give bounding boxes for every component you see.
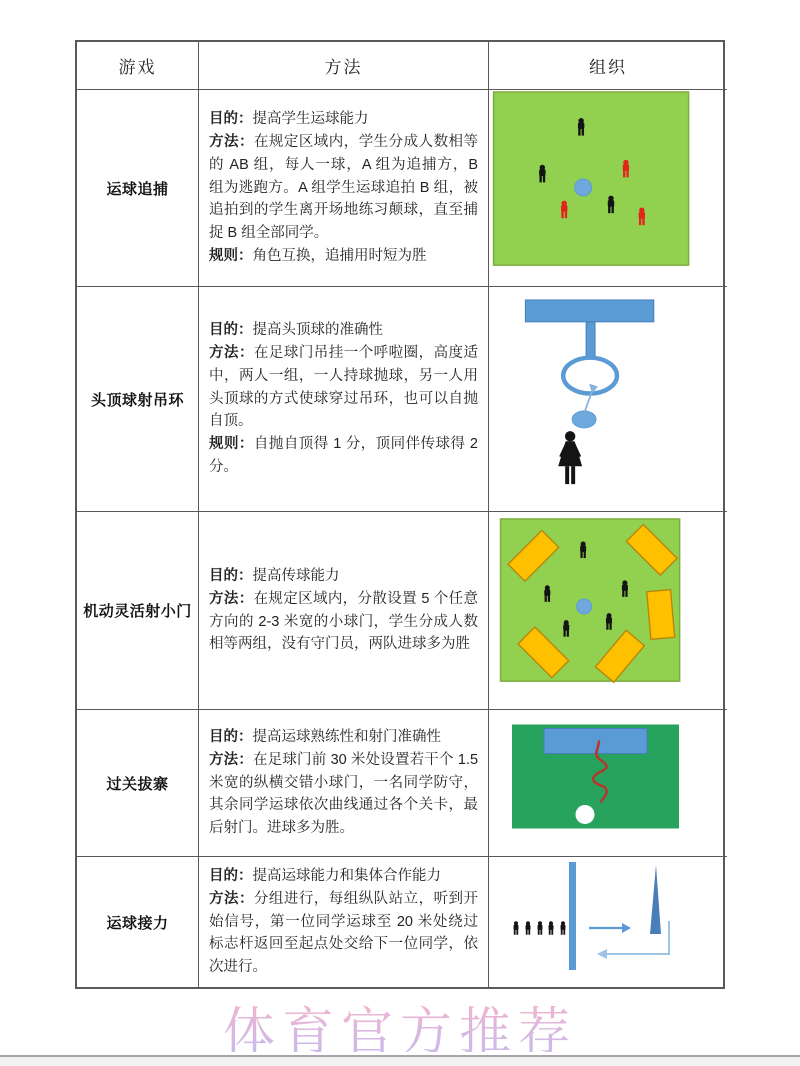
steps-text: 分组进行，每组纵队站立，听到开始信号，第一位同学运球至 20 米处绕过标志杆返回至起点处交给下一位同学，依次进行。 [209, 890, 479, 976]
method-cell [199, 287, 489, 512]
hula-hoop-ring [563, 358, 617, 394]
bottom-margin [0, 1057, 800, 1066]
player-icon [549, 921, 554, 935]
method-purpose [209, 108, 478, 131]
method-cell [199, 857, 489, 987]
steps-text: 在规定区域内，学生分成人数相等的 AB 组，每人一球，A 组为追捕方，B 组为逃跑方。A 组学生运球追拍 B 组，被追拍到的学生离开场地练习颠球，直至捕捉 B 组全部同学。 [209, 133, 479, 242]
organization-diagram-cell [489, 90, 727, 287]
small-goal [647, 590, 675, 640]
ball-icon [577, 599, 592, 614]
goal [544, 729, 647, 754]
forward-arrowhead [622, 923, 631, 933]
rules-label: 规则： [209, 436, 254, 453]
hanging-post [586, 322, 595, 360]
method-rules [209, 433, 478, 479]
game-name: 运球追捕 [106, 180, 169, 198]
start-line [569, 862, 576, 970]
purpose-label: 目的： [209, 321, 253, 338]
method-rules [209, 245, 478, 268]
method-cell [199, 710, 489, 857]
steps-label: 方法： [209, 890, 254, 907]
relay-diagram [489, 857, 727, 987]
purpose-text: 提高运球熟练性和射门准确性 [252, 728, 441, 745]
rules-text: 角色互换，追捕用时短为胜 [252, 248, 427, 265]
rules-text: 自抛自顶得 1 分，顶同伴传球得 2 分。 [209, 436, 478, 476]
purpose-label: 目的： [209, 867, 253, 884]
purpose-text: 提高学生运球能力 [252, 110, 369, 127]
return-arrowhead [597, 949, 607, 959]
ball-icon [576, 805, 595, 824]
watermark-text: 体育官方推荐 [0, 990, 800, 1052]
slalom-shot-diagram [489, 710, 727, 856]
method-steps [209, 342, 478, 434]
five-goals-diagram [489, 512, 727, 709]
games-table [75, 40, 725, 989]
purpose-text: 提高运球能力和集体合作能力 [252, 867, 441, 884]
method-purpose [209, 319, 478, 342]
game-name: 运球接力 [106, 914, 169, 932]
chase-game-diagram [489, 90, 727, 286]
player-icon [526, 921, 531, 935]
header-organization [489, 42, 727, 90]
field [494, 92, 689, 265]
game-name: 过关拔寨 [106, 775, 169, 793]
method-steps [209, 888, 478, 980]
method-cell [199, 512, 489, 710]
purpose-label: 目的： [209, 728, 253, 745]
steps-text: 在足球门前 30 米处设置若干个 1.5 米宽的纵横交错小球门，一名同学防守，其余同学运球依次曲线通过各个关卡，最后射门。进球多为胜。 [209, 751, 479, 837]
organization-diagram-cell [489, 710, 727, 857]
purpose-text: 提高头顶球的准确性 [252, 321, 383, 338]
queue-players-group [514, 921, 566, 935]
goal-crossbar [525, 300, 653, 322]
player-icon [538, 921, 543, 935]
organization-diagram-cell [489, 287, 727, 512]
steps-label: 方法： [209, 133, 254, 150]
hanging-ring-diagram [489, 287, 727, 511]
steps-text: 在足球门吊挂一个呼啦圈，高度适中，两人一组，一人持球抛球，另一人用头顶球的方式使球穿过吊环，也可以自抛自顶。 [209, 344, 479, 430]
player-icon [558, 431, 582, 484]
steps-text: 在规定区域内，分散设置 5 个任意方向的 2-3 米宽的小球门，学生分成人数相等两组，没有守门员，两队进球多为胜 [209, 590, 478, 653]
purpose-label: 目的： [209, 110, 253, 127]
purpose-text: 提高传球能力 [252, 567, 340, 584]
header-method [199, 42, 489, 90]
game-name-cell [77, 90, 199, 287]
game-name-cell [77, 710, 199, 857]
steps-label: 方法： [209, 751, 254, 768]
organization-diagram-cell [489, 512, 727, 710]
ball-icon [572, 411, 596, 428]
header-method-label: 方法 [324, 58, 363, 77]
method-purpose [209, 865, 478, 888]
game-name: 机动灵活射小门 [83, 603, 192, 620]
method-steps [209, 749, 478, 841]
organization-diagram-cell [489, 857, 727, 987]
player-icon [514, 921, 519, 935]
rules-label: 规则： [209, 248, 253, 265]
method-cell [199, 90, 489, 287]
game-name-cell [77, 287, 199, 512]
player-icon [561, 921, 566, 935]
steps-label: 方法： [209, 590, 254, 607]
purpose-label: 目的： [209, 567, 253, 584]
method-purpose [209, 565, 478, 588]
method-steps [209, 131, 478, 246]
ball-icon [575, 179, 592, 196]
game-name-cell [77, 857, 199, 987]
header-game [77, 42, 199, 90]
game-name: 头顶球射吊环 [90, 391, 184, 409]
marker-cone [650, 865, 661, 934]
header-game-label: 游戏 [118, 58, 157, 77]
method-steps [209, 588, 478, 657]
game-name-cell [77, 512, 199, 710]
steps-label: 方法： [209, 344, 254, 361]
method-purpose [209, 726, 478, 749]
header-organization-label: 组织 [589, 58, 627, 77]
